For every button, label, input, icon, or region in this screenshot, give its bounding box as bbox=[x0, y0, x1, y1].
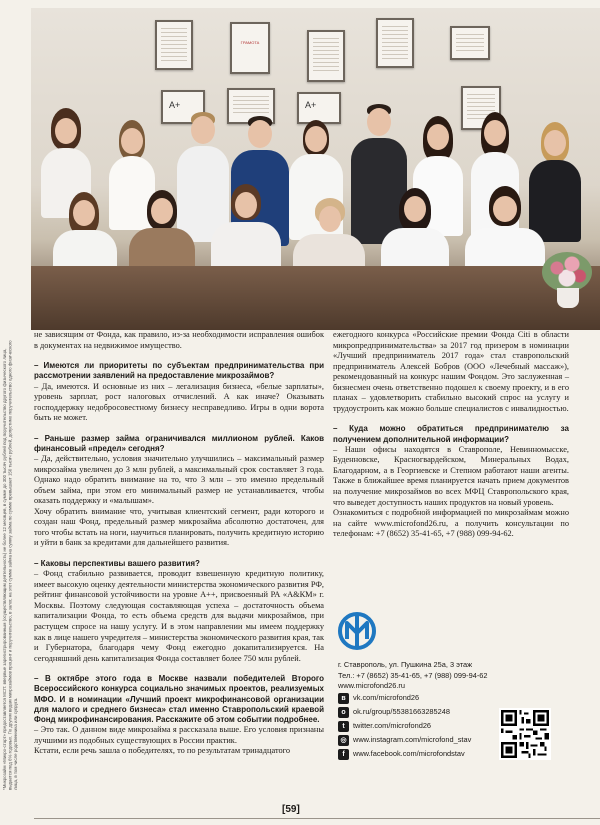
vase bbox=[557, 288, 579, 308]
social-link-ok[interactable] bbox=[338, 706, 598, 720]
question: – Каковы перспективы вашего развития? bbox=[34, 559, 200, 569]
paragraph: не зависящим от Фонда, как правило, из-за необходимости исправления ошибок в документах на недвижимое имущество. bbox=[34, 330, 324, 350]
paragraph: – Наши офисы находятся в Ставрополе, Невинномысске, Буденновске, Красногвардейском, Минеральных Водах, Благодарном, а в Георгиевске и Степном работают наши агенты. Также в ближайшее время планируется начать прием документов на получение микрозаймов во всех МФЦ Ставропольского края, что выведет доступность наших продуктов на новый уровень. bbox=[333, 444, 569, 507]
page-number: [59] bbox=[282, 804, 300, 815]
microfond-logo-icon bbox=[338, 609, 376, 653]
certificate-frame bbox=[230, 22, 270, 74]
website-link[interactable]: www.microfond26.ru bbox=[338, 681, 405, 690]
team-photo bbox=[31, 8, 600, 330]
vk-icon: в bbox=[338, 693, 349, 704]
certificate-frame bbox=[307, 30, 345, 82]
paragraph: Хочу обратить внимание что, учитывая клиентский сегмент, ради которого и создан наш Фонд, предельный размер микрозайма абсолютно достаточен, для того чтобы встать на ноги, научиться планировать, получить кредитную историю и уйти в банк за кредитами для дальнейшего развития. bbox=[34, 506, 324, 548]
qr-code-icon bbox=[499, 708, 551, 760]
social-link-text: vk.com/microfond26 bbox=[353, 693, 420, 703]
social-link-facebook[interactable] bbox=[338, 748, 598, 762]
social-link-twitter[interactable] bbox=[338, 720, 598, 734]
social-link-text: ok.ru/group/55381663285248 bbox=[353, 707, 450, 717]
certificate-frame bbox=[450, 26, 490, 60]
table bbox=[31, 266, 600, 330]
flower-bouquet bbox=[542, 252, 592, 292]
paragraph: – Фонд стабильно развивается, проводит взвешенную кредитную политику, имеет высокую оценку деятельности министерства экономического развития РФ, рейтинг финансовой устойчивости на уровне A++, присвоенный РА «А&КМ» г. Москвы. Поэтому следующая составляющая успеха – достаточность объема капитализации Фонда, то есть объема средств для выдачи микрозаймов, при растущем спросе на нашу услугу. И в этом направлении мы имеем поддержку как в лице нашего учредителя – министерства экономического развития края, так и Губернатора, благодаря чему Фонд ежегодно докапитализируется. На сегодняшний день капитализация Фонда составляет более 750 млн рублей. bbox=[34, 569, 324, 663]
facebook-icon: f bbox=[338, 749, 349, 760]
contacts-block bbox=[338, 660, 598, 762]
twitter-icon: t bbox=[338, 721, 349, 732]
question: – Раньше размер займа ограничивался миллионом рублей. Каков финансовый «предел» сегодня? bbox=[34, 433, 324, 453]
question: – Куда можно обратиться предпринимателю за получением дополнительной информации? bbox=[333, 424, 569, 444]
paragraph: Кстати, если речь зашла о победителях, то по результатам тринадцатого bbox=[34, 746, 291, 756]
certificate-label: ГРАМОТА bbox=[240, 40, 260, 45]
paragraph: ежегодного конкурса «Российские премии Фонда Citi в области микропредпринимательства» за 2017 год призером в номинации «Лучший предприниматель 2017 года» стал ставропольский предприниматель Алексей Бобров (ООО «Лечебный массаж»), рекомендованный на конкурс нашим Фондом. Это заслуженная – бизнесмен очень ответственно подошел к своему проекту, и в его планах – удовлетворить стабильно высокий спрос на услугу и трудоустроить как можно больше специалистов с инвалидностью. bbox=[333, 330, 569, 413]
certificate-frame bbox=[155, 20, 193, 70]
article-column-1 bbox=[34, 330, 324, 757]
social-link-text: www.facebook.com/microfondstav bbox=[353, 749, 465, 759]
paragraph: – Да, имеются. И основные из них – легализация бизнеса, «белые зарплаты», уровень зарплат, рост налоговых отчислений. А как иначе? Оказывать господдержку недобросовестному бизнесу несправедливо. Игры в одни ворота быть не может. bbox=[34, 381, 324, 423]
social-link-text: twitter.com/microfond26 bbox=[353, 721, 432, 731]
social-link-instagram[interactable] bbox=[338, 734, 598, 748]
footer-rule bbox=[34, 818, 600, 819]
certificate-label: A+ bbox=[305, 100, 317, 110]
social-link-text: www.instagram.com/microfond_stav bbox=[353, 735, 472, 745]
question: – В октябре этого года в Москве назвали победителей Второго Всероссийского конкурса социально значимых проектов, реализуемых МФО. И в номинации «Лучший проект микрофинансовой организации для малого и среднего бизнеса» стал именно Ставропольский краевой Фонд микрофинансирования. Расскажите об этом событии подробнее. bbox=[34, 674, 324, 724]
side-footnote: *Микрозайм «Микро-старт» предоставляется МСП: впервые зарегистрированным (осуществляющим деятельность) не более 12 месяцев, в сумме до 300 тысяч рублей под поручительство другого физического лица, выдается под 6% годовых. По другим видам микрозаймов процент и поручительство, в залог, на этот сумме займа на сумму займа по сумме превышает 150 тысяч рублей, допустимо поручительство одного физического лица, в том числе родственника или супруга. bbox=[2, 340, 19, 790]
instagram-icon: ◎ bbox=[338, 735, 349, 746]
certificate-label: A+ bbox=[169, 100, 181, 110]
address: г. Ставрополь, ул. Пушкина 25а, 3 этаж bbox=[338, 660, 473, 669]
paragraph: – Это так. О данном виде микрозайма я рассказала выше. Его условия признаны лучшими из подобных существующих в России практик. bbox=[34, 725, 324, 745]
social-link-vk[interactable] bbox=[338, 692, 598, 706]
certificate-frame bbox=[376, 18, 414, 68]
article-column-2 bbox=[333, 330, 569, 540]
paragraph: Ознакомиться с подробной информацией по микрозаймам можно на сайте www.microfond26.ru, а получить консультации по телефонам: +7 (8652) 35-41-65, +7 (988) 099-94-62. bbox=[333, 508, 569, 539]
phones: Тел.: +7 (8652) 35-41-65, +7 (988) 099-94-62 bbox=[338, 670, 488, 680]
paragraph: – Да, действительно, условия значительно улучшились – максимальный размер микрозайма увеличен до 3 млн рублей, а максимальный срок составляет 3 года. Однако надо обратить внимание на то, что 3 млн – это именно предельный объем займа, при этом его минимальный размер не устанавливается, чтобы оказать поддержку и «малышам». bbox=[34, 454, 324, 506]
odnoklassniki-icon: о bbox=[338, 707, 349, 718]
question: – Имеются ли приоритеты по субъектам предпринимательства при рассмотрении заявлений на предоставление микрозаймов? bbox=[34, 361, 324, 381]
